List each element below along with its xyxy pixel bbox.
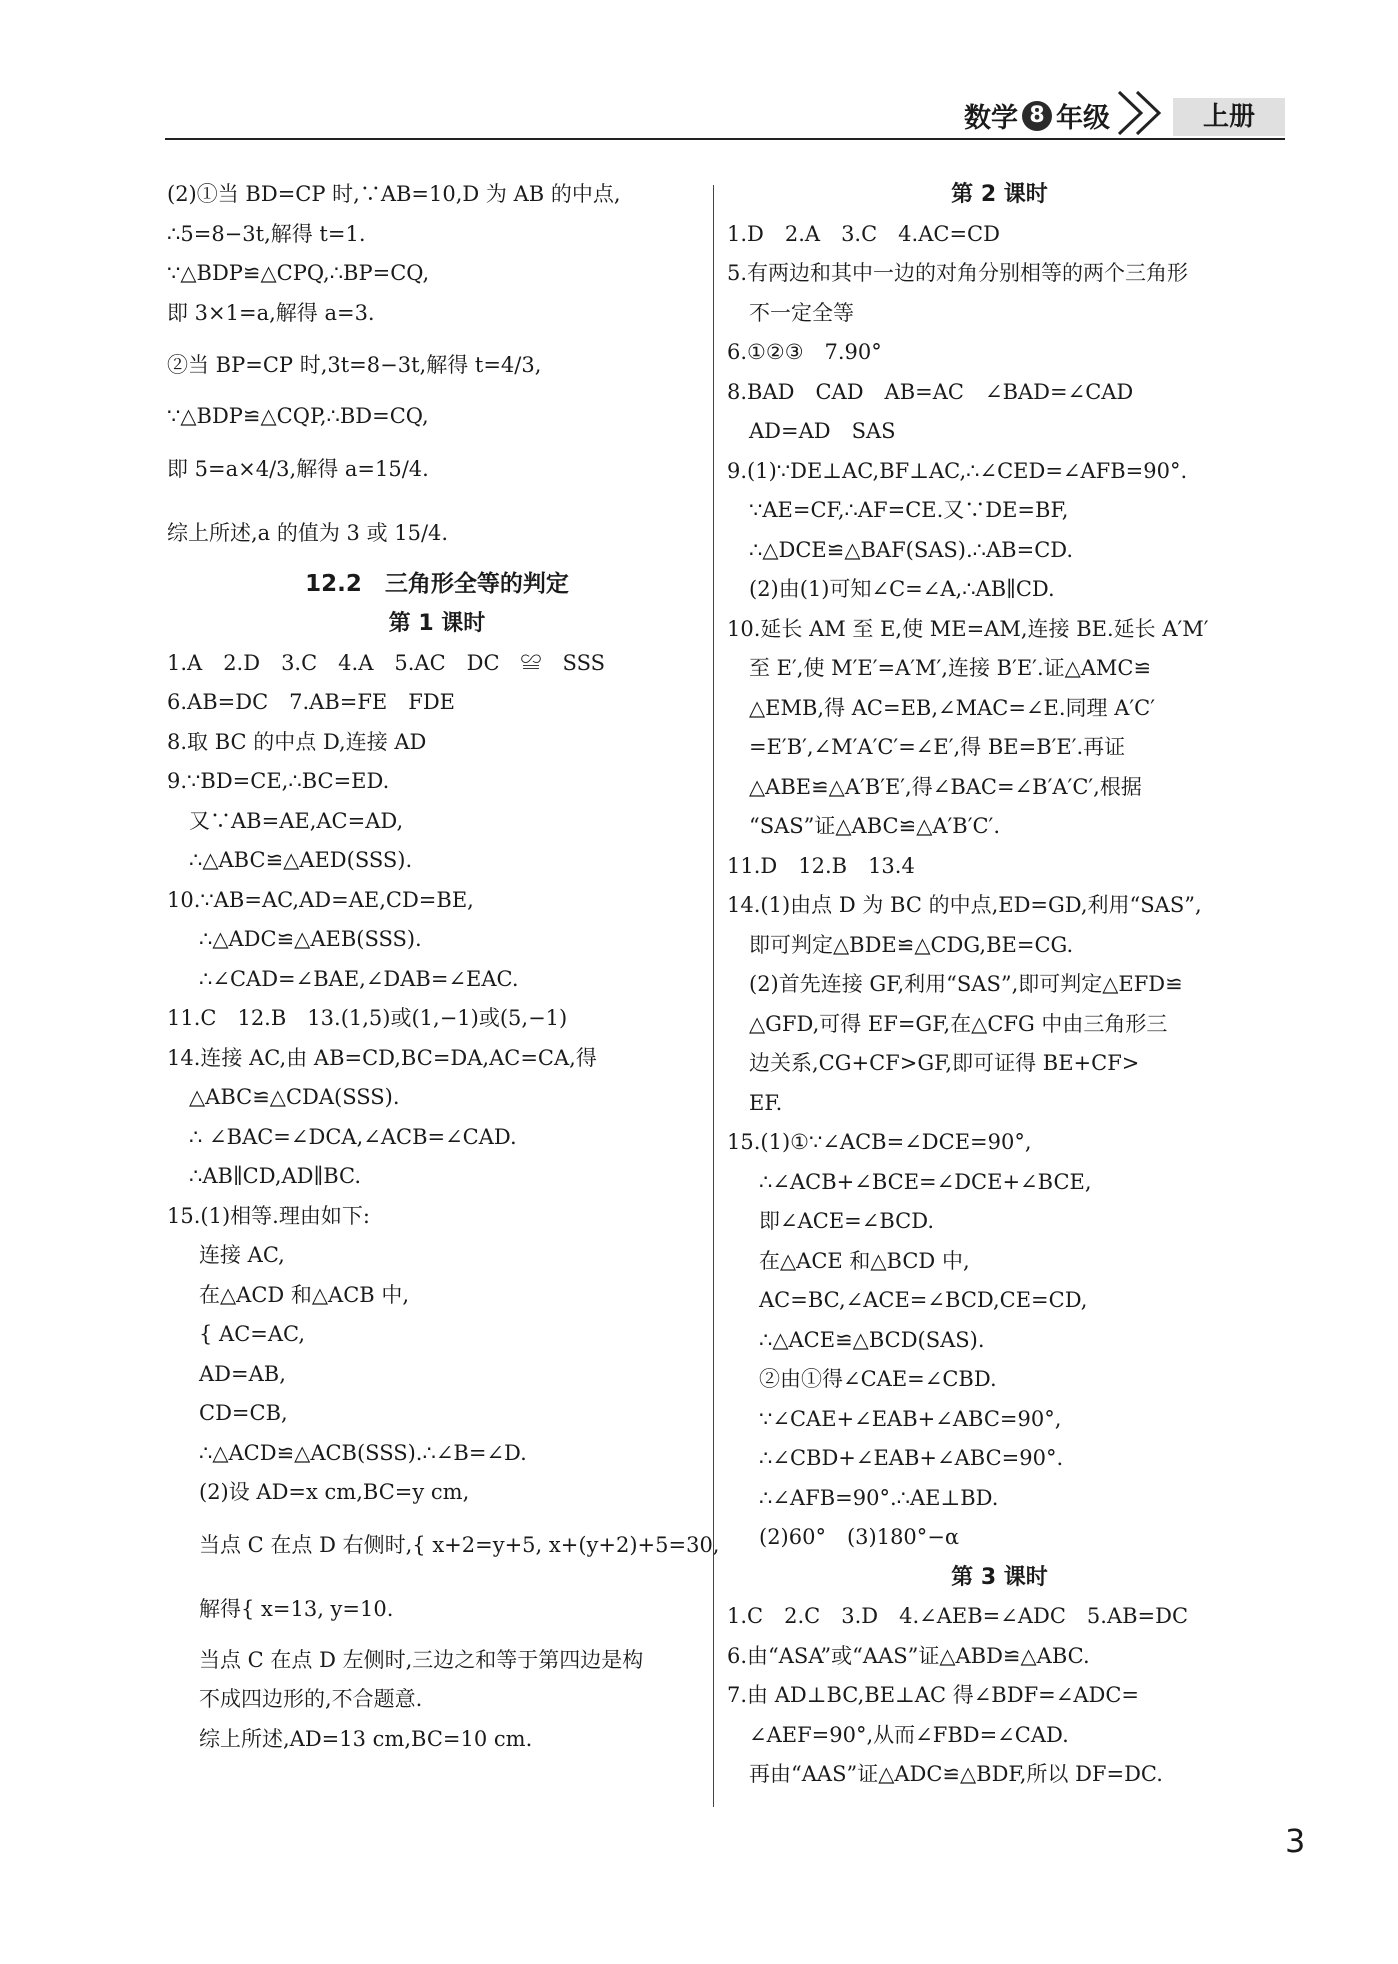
- answer-line: 当点 C 在点 D 右侧时,{ x+2=y+5, x+(y+2)+5=30,: [199, 1532, 720, 1557]
- column-divider: [713, 185, 714, 1807]
- answer-line: 15.(1)①∵∠ACB=∠DCE=90°,: [727, 1130, 1032, 1154]
- header-rule: [165, 138, 1285, 140]
- answer-line: AD=AB,: [199, 1361, 286, 1386]
- answer-line: 10.延长 AM 至 E,使 ME=AM,连接 BE.延长 A′M′: [727, 616, 1209, 641]
- answer-line: ∴∠ACB+∠BCE=∠DCE+∠BCE,: [759, 1169, 1092, 1194]
- right-answer-column: [727, 175, 1272, 1795]
- answer-line: (2)由(1)可知∠C=∠A,∴AB∥CD.: [749, 577, 1055, 601]
- answer-line: 连接 AC,: [199, 1243, 285, 1267]
- answer-line: =E′B′,∠M′A′C′=∠E′,得 BE=B′E′.再证: [749, 735, 1126, 759]
- answer-line: 8.取 BC 的中点 D,连接 AD: [167, 729, 427, 754]
- left-answer-column: [167, 175, 720, 1759]
- answer-line: CD=CB,: [199, 1401, 288, 1425]
- answer-line: △GFD,可得 EF=GF,在△CFG 中由三角形三: [749, 1011, 1168, 1036]
- answer-line: ∴∠AFB=90°.∴AE⊥BD.: [759, 1485, 999, 1510]
- answer-line: 即 5=a×4/3,解得 a=15/4.: [167, 456, 429, 481]
- answer-line: △EMB,得 AC=EB,∠MAC=∠E.同理 A′C′: [749, 695, 1156, 720]
- subject-grade-label: [964, 96, 1110, 135]
- double-chevron-icon: [1113, 88, 1173, 138]
- answer-line: 15.(1)相等.理由如下:: [167, 1203, 370, 1228]
- answer-line: 综上所述,a 的值为 3 或 15/4.: [167, 520, 449, 545]
- answer-line: 1.C 2.C 3.D 4.∠AEB=∠ADC 5.AB=DC: [727, 1604, 1189, 1628]
- page-header: [165, 96, 1285, 140]
- answer-line: ∵△BDP≌△CPQ,∴BP=CQ,: [167, 261, 430, 285]
- page-number: 3: [1285, 1822, 1306, 1860]
- answer-line: 11.D 12.B 13.4: [727, 853, 915, 878]
- grade-number-badge: 8: [1022, 101, 1052, 131]
- answer-line: 9.∵BD=CE,∴BC=ED.: [167, 769, 390, 793]
- answer-line: 不成四边形的,不合题意.: [199, 1687, 423, 1711]
- answer-line: ∴AB∥CD,AD∥BC.: [189, 1164, 362, 1188]
- answer-line: ∴△ADC≌△AEB(SSS).: [199, 927, 422, 951]
- answer-line: 当点 C 在点 D 左侧时,三边之和等于第四边是构: [199, 1647, 644, 1672]
- answer-line: { AC=AC,: [199, 1322, 306, 1346]
- answer-line: ∴∠CBD+∠EAB+∠ABC=90°.: [759, 1446, 1064, 1470]
- answer-line: ∴5=8−3t,解得 t=1.: [167, 221, 366, 246]
- answer-line: 即∠ACE=∠BCD.: [759, 1209, 935, 1233]
- answer-line: 第 2 课时: [951, 182, 1048, 207]
- answer-line: ②由①得∠CAE=∠CBD.: [759, 1367, 997, 1391]
- answer-line: AC=BC,∠ACE=∠BCD,CE=CD,: [759, 1288, 1088, 1312]
- answer-line: 14.连接 AC,由 AB=CD,BC=DA,AC=CA,得: [167, 1045, 597, 1070]
- answer-line: 6.①②③ 7.90°: [727, 340, 882, 364]
- answer-line: 5.有两边和其中一边的对角分别相等的两个三角形: [727, 261, 1189, 285]
- answer-line: ②当 BP=CP 时,3t=8−3t,解得 t=4/3,: [167, 353, 542, 377]
- answer-line: 11.C 12.B 13.(1,5)或(1,−1)或(5,−1): [167, 1006, 568, 1030]
- answer-line: △ABE≌△A′B′E′,得∠BAC=∠B′A′C′,根据: [749, 774, 1142, 799]
- answer-line: 第 1 课时: [388, 611, 486, 636]
- answer-line: 14.(1)由点 D 为 BC 的中点,ED=GD,利用“SAS”,: [727, 893, 1202, 917]
- answer-line: 即可判定△BDE≌△CDG,BE=CG.: [749, 932, 1074, 957]
- answer-line: 1.D 2.A 3.C 4.AC=CD: [727, 221, 1000, 246]
- answer-line: ∴ ∠BAC=∠DCA,∠ACB=∠CAD.: [189, 1124, 517, 1149]
- answer-line: 1.A 2.D 3.C 4.A 5.AC DC ≌ SSS: [167, 650, 605, 675]
- answer-line: 综上所述,AD=13 cm,BC=10 cm.: [199, 1726, 533, 1751]
- answer-line: 解得{ x=13, y=10.: [199, 1596, 394, 1621]
- answer-line: 不一定全等: [749, 300, 854, 325]
- answer-line: 6.AB=DC 7.AB=FE FDE: [167, 690, 456, 714]
- answer-line: 7.由 AD⊥BC,BE⊥AC 得∠BDF=∠ADC=: [727, 1683, 1139, 1707]
- answer-line: 即 3×1=a,解得 a=3.: [167, 300, 375, 325]
- answer-line: AD=AD SAS: [749, 419, 896, 443]
- answer-line: ∴∠CAD=∠BAE,∠DAB=∠EAC.: [199, 966, 519, 991]
- answer-line: (2)设 AD=x cm,BC=y cm,: [199, 1480, 470, 1504]
- answer-line: ∴△ACE≌△BCD(SAS).: [759, 1327, 985, 1352]
- answer-line: “SAS”证△ABC≌△A′B′C′.: [749, 814, 1001, 838]
- answer-line: (2)①当 BD=CP 时,∵AB=10,D 为 AB 的中点,: [167, 182, 621, 206]
- answer-line: ∵△BDP≌△CQP,∴BD=CQ,: [167, 404, 429, 428]
- answer-line: EF.: [749, 1090, 783, 1115]
- answer-line: △ABC≌△CDA(SSS).: [189, 1085, 400, 1109]
- answer-line: 在△ACD 和△ACB 中,: [199, 1282, 410, 1307]
- answer-line: 第 3 课时: [951, 1564, 1048, 1590]
- answer-line: ∵∠CAE+∠EAB+∠ABC=90°,: [759, 1406, 1062, 1431]
- answer-line: 8.BAD CAD AB=AC ∠BAD=∠CAD: [727, 379, 1134, 404]
- answer-line: 再由“AAS”证△ADC≌△BDF,所以 DF=DC.: [749, 1762, 1163, 1786]
- answer-line: (2)60° (3)180°−α: [759, 1525, 960, 1549]
- grade-suffix-label: 年级: [1056, 103, 1110, 134]
- answer-line: 9.(1)∵DE⊥AC,BF⊥AC,∴∠CED=∠AFB=90°.: [727, 458, 1188, 483]
- answer-line: ∴△ACD≌△ACB(SSS).∴∠B=∠D.: [199, 1440, 527, 1465]
- answer-line: ∴△DCE≌△BAF(SAS).∴AB=CD.: [749, 537, 1074, 562]
- answer-line: 6.由“ASA”或“AAS”证△ABD≌△ABC.: [727, 1643, 1090, 1668]
- answer-line: ∴△ABC≌△AED(SSS).: [189, 848, 413, 872]
- answer-line: 又∵AB=AE,AC=AD,: [189, 808, 404, 833]
- answer-line: 在△ACE 和△BCD 中,: [759, 1248, 970, 1273]
- answer-line: 边关系,CG+CF>GF,即可证得 BE+CF>: [749, 1051, 1140, 1075]
- volume-tab: 上册: [1173, 98, 1285, 136]
- answer-line: ∵AE=CF,∴AF=CE.又∵DE=BF,: [749, 498, 1069, 522]
- answer-line: ∠AEF=90°,从而∠FBD=∠CAD.: [749, 1722, 1069, 1747]
- answer-line: 12.2 三角形全等的判定: [305, 570, 569, 597]
- answer-line: (2)首先连接 GF,利用“SAS”,即可判定△EFD≌: [749, 972, 1183, 996]
- subject-label: 数学: [964, 103, 1018, 134]
- answer-line: 至 E′,使 M′E′=A′M′,连接 B′E′.证△AMC≌: [749, 656, 1152, 680]
- answer-line: 10.∵AB=AC,AD=AE,CD=BE,: [167, 887, 474, 912]
